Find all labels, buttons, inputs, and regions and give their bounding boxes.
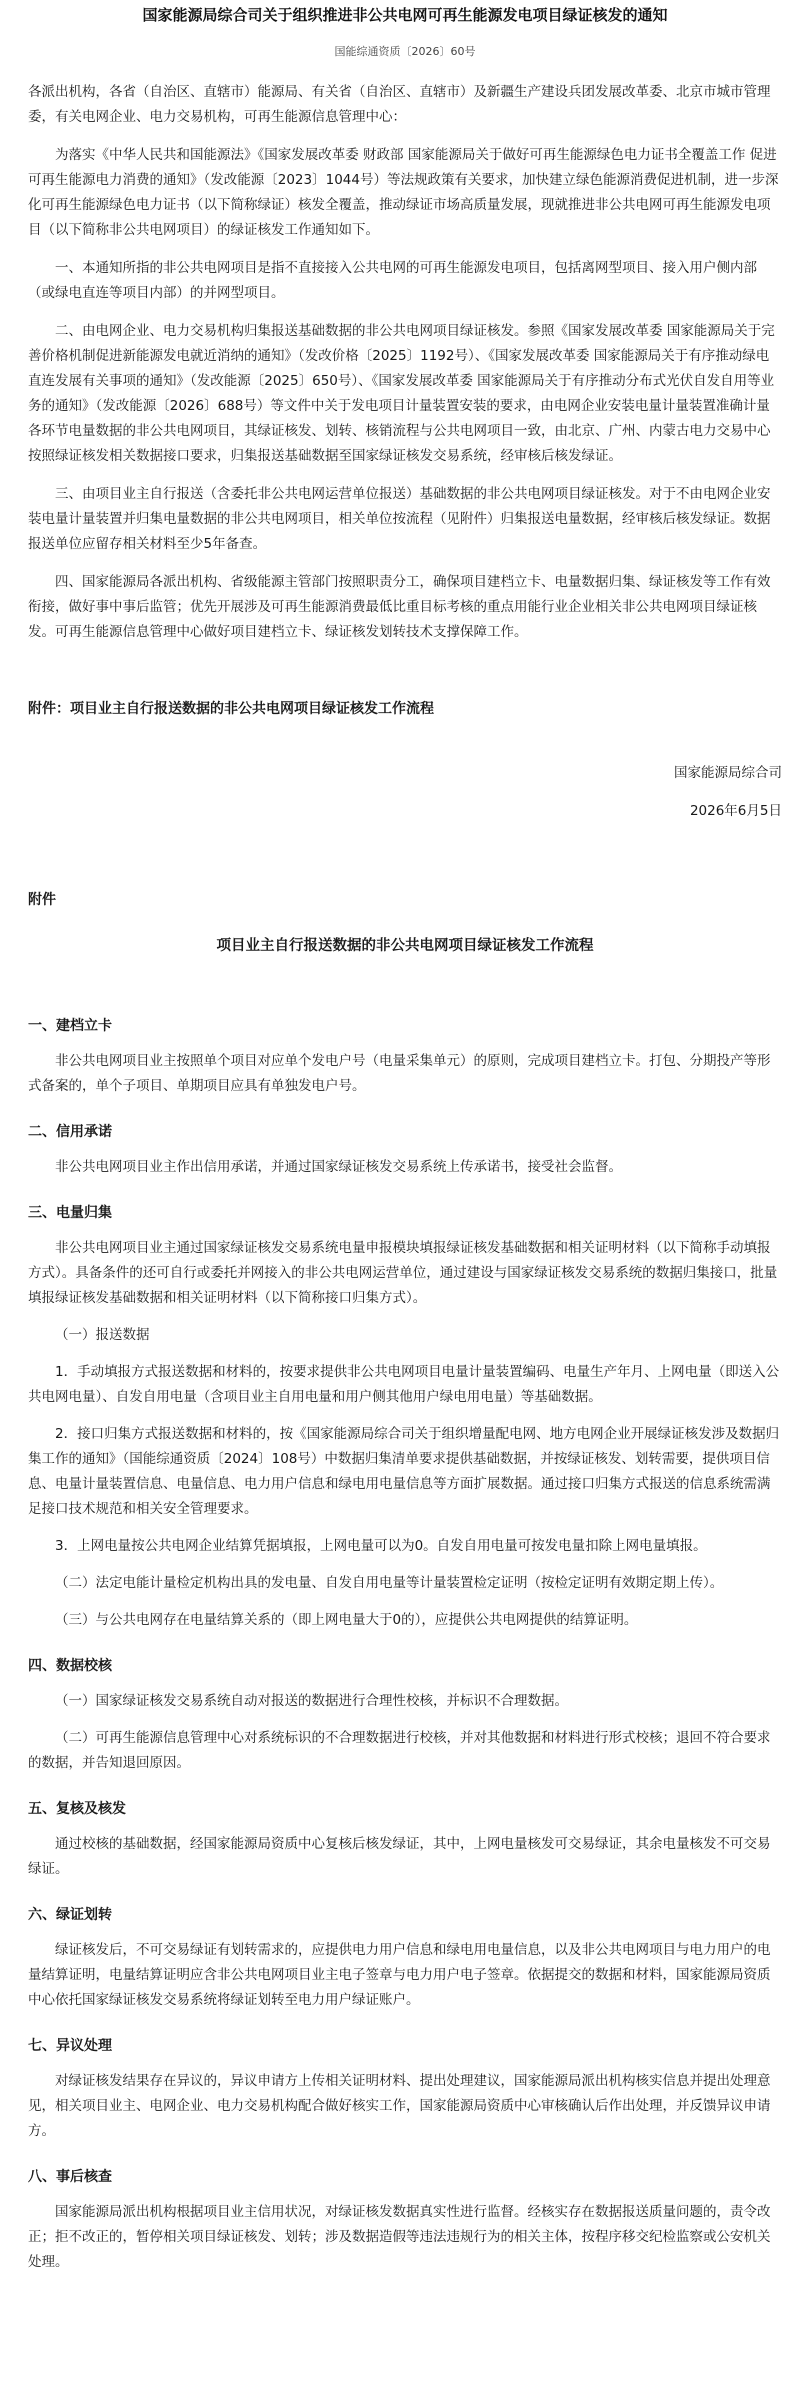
section-heading: 七、异议处理 bbox=[28, 2038, 112, 2054]
section-paragraph: 对绿证核发结果存在异议的，异议申请方上传相关证明材料、提出处理建议，国家能源局派出机构核实信息并提出处理意见，相关项目业主、电网企业、电力交易机构配合做好核实工作，国家能源局资质中心审核确认后作出处理，并反馈异议申请方。 bbox=[28, 2073, 771, 2139]
attachment-title: 项目业主自行报送数据的非公共电网项目绿证核发工作流程 bbox=[216, 938, 594, 954]
document-title: 国家能源局综合司关于组织推进非公共电网可再生能源发电项目绿证核发的通知 bbox=[142, 6, 668, 24]
section-paragraph: 非公共电网项目业主按照单个项目对应单个发电户号（电量采集单元）的原则，完成项目建档立卡。打包、分期投产等形式备案的，单个子项目、单期项目应具有单独发电户号。 bbox=[28, 1053, 771, 1094]
section-heading: 三、电量归集 bbox=[28, 1205, 112, 1221]
section-heading: 六、绿证划转 bbox=[28, 1907, 112, 1923]
section-heading: 八、事后核查 bbox=[28, 2169, 112, 2185]
body-paragraph-4: 四、国家能源局各派出机构、省级能源主管部门按照职责分工，确保项目建档立卡、电量数据归集、绿证核发等工作有效衔接，做好事中事后监管；优先开展涉及可再生能源消费最低比重目标考核的重点用能行业企业相关非公共电网项目绿证核发。可再生能源信息管理中心做好项目建档立卡、绿证核发划转技术支撑保障工作。 bbox=[28, 574, 771, 640]
attachment-reference: 附件：项目业主自行报送数据的非公共电网项目绿证核发工作流程 bbox=[28, 701, 434, 717]
section-paragraph: 3．上网电量按公共电网企业结算凭据填报，上网电量可以为0。自发自用电量可按发电量扣除上网电量填报。 bbox=[55, 1538, 707, 1554]
section-paragraph: 1．手动填报方式报送数据和材料的，按要求提供非公共电网项目电量计量装置编码、电量生产年月、上网电量（即送入公共电网电量）、自发自用电量（含项目业主自用电量和用户侧其他用户绿电用电量）等基础数据。 bbox=[28, 1364, 780, 1405]
addressee: 各派出机构，各省（自治区、直辖市）能源局、有关省（自治区、直辖市）及新疆生产建设兵团发展改革委、北京市城市管理委，有关电网企业、电力交易机构，可再生能源信息管理中心： bbox=[28, 84, 771, 125]
attachment-label: 附件 bbox=[28, 892, 56, 908]
section-paragraph: 非公共电网项目业主通过国家绿证核发交易系统电量申报模块填报绿证核发基础数据和相关证明材料（以下简称手动填报方式）。具备条件的还可自行或委托并网接入的非公共电网运营单位，通过建设与国家绿证核发交易系统的数据归集接口，批量填报绿证核发基础数据和相关证明材料（以下简称接口归集方式）。 bbox=[28, 1240, 778, 1306]
section-paragraph: （一）国家绿证核发交易系统自动对报送的数据进行合理性校核，并标识不合理数据。 bbox=[55, 1693, 568, 1709]
body-paragraph-1: 一、本通知所指的非公共电网项目是指不直接接入公共电网的可再生能源发电项目，包括离网型项目、接入用户侧内部（或绿电直连等项目内部）的并网型项目。 bbox=[28, 260, 757, 301]
section-heading: 二、信用承诺 bbox=[28, 1124, 112, 1140]
issuer-signature: 国家能源局综合司 bbox=[674, 765, 782, 781]
section-heading: 四、数据校核 bbox=[28, 1658, 112, 1674]
section-heading: 五、复核及核发 bbox=[28, 1801, 126, 1817]
section-paragraph: 国家能源局派出机构根据项目业主信用状况，对绿证核发数据真实性进行监督。经核实存在数据报送质量问题的，责令改正；拒不改正的，暂停相关项目绿证核发、划转；涉及数据造假等违法违规行为的相关主体，按程序移交纪检监察或公安机关处理。 bbox=[28, 2204, 771, 2270]
section-paragraph: （三）与公共电网存在电量结算关系的（即上网电量大于0的），应提供公共电网提供的结算证明。 bbox=[55, 1612, 638, 1628]
section-paragraph: 2．接口归集方式报送数据和材料的，按《国家能源局综合司关于组织增量配电网、地方电网企业开展绿证核发涉及数据归集工作的通知》（国能综通资质〔2024〕108号）中数据归集清单要求提供基础数据，并按绿证核发、划转需要，提供项目信息、电量计量装置信息、电量信息、电力用户信息和绿电用电量信息等方面扩展数据。通过接口归集方式报送的信息系统需满足接口技术规范和相关安全管理要求。 bbox=[28, 1426, 780, 1517]
attachment-body bbox=[28, 1015, 782, 2275]
body-paragraph-intro: 为落实《中华人民共和国能源法》《国家发展改革委 财政部 国家能源局关于做好可再生能源绿色电力证书全覆盖工作 促进可再生能源电力消费的通知》（发改能源〔2023〕1044号）等法规政策有关要求，加快建立绿色能源消费促进机制，进一步深化可再生能源绿色电力证书（以下简称绿证）核发全覆盖，推动绿证市场高质量发展，现就推进非公共电网可再生能源发电项目（以下简称非公共电网项目）的绿证核发工作通知如下。 bbox=[28, 147, 779, 238]
section-heading: 一、建档立卡 bbox=[28, 1018, 112, 1034]
section-paragraph: 非公共电网项目业主作出信用承诺，并通过国家绿证核发交易系统上传承诺书，接受社会监督。 bbox=[55, 1159, 622, 1175]
document-number: 国能综通资质〔2026〕60号 bbox=[334, 45, 476, 58]
section-paragraph: （二）可再生能源信息管理中心对系统标识的不合理数据进行校核，并对其他数据和材料进行形式校核；退回不符合要求的数据，并告知退回原因。 bbox=[28, 1730, 771, 1771]
issue-date: 2026年6月5日 bbox=[689, 803, 782, 819]
section-paragraph: （一）报送数据 bbox=[55, 1327, 150, 1343]
section-paragraph: （二）法定电能计量检定机构出具的发电量、自发自用电量等计量装置检定证明（按检定证明有效期定期上传）。 bbox=[55, 1575, 724, 1591]
section-paragraph: 通过校核的基础数据，经国家能源局资质中心复核后核发绿证，其中，上网电量核发可交易绿证，其余电量核发不可交易绿证。 bbox=[28, 1836, 771, 1877]
body-paragraph-3: 三、由项目业主自行报送（含委托非公共电网运营单位报送）基础数据的非公共电网项目绿证核发。对于不由电网企业安装电量计量装置并归集电量数据的非公共电网项目，相关单位按流程（见附件）归集报送电量数据，经审核后核发绿证。数据报送单位应留存相关材料至少5年备查。 bbox=[28, 486, 771, 552]
body-paragraph-2: 二、由电网企业、电力交易机构归集报送基础数据的非公共电网项目绿证核发。参照《国家发展改革委 国家能源局关于完善价格机制促进新能源发电就近消纳的通知》（发改价格〔2025〕1192号）、《国家发展改革委 国家能源局关于有序推动绿电直连发展有关事项的通知》（发改能源〔2025〕650号）、《国家发展改革委 国家能源局关于有序推动分布式光伏自发自用等业务的通知》（发改能源〔2026〕688号）等文件中关于发电项目计量装置安装的要求，由电网企业安装电量计量装置准确计量各环节电量数据的非公共电网项目，其绿证核发、划转、核销流程与公共电网项目一致，由北京、广州、内蒙古电力交易中心按照绿证核发相关数据接口要求，归集报送基础数据至国家绿证核发交易系统，经审核后核发绿证。 bbox=[28, 323, 775, 464]
section-paragraph: 绿证核发后，不可交易绿证有划转需求的，应提供电力用户信息和绿电用电量信息，以及非公共电网项目与电力用户的电量结算证明，电量结算证明应含非公共电网项目业主电子签章与电力用户电子签章。依据提交的数据和材料，国家能源局资质中心依托国家绿证核发交易系统将绿证划转至电力用户绿证账户。 bbox=[28, 1942, 771, 2008]
